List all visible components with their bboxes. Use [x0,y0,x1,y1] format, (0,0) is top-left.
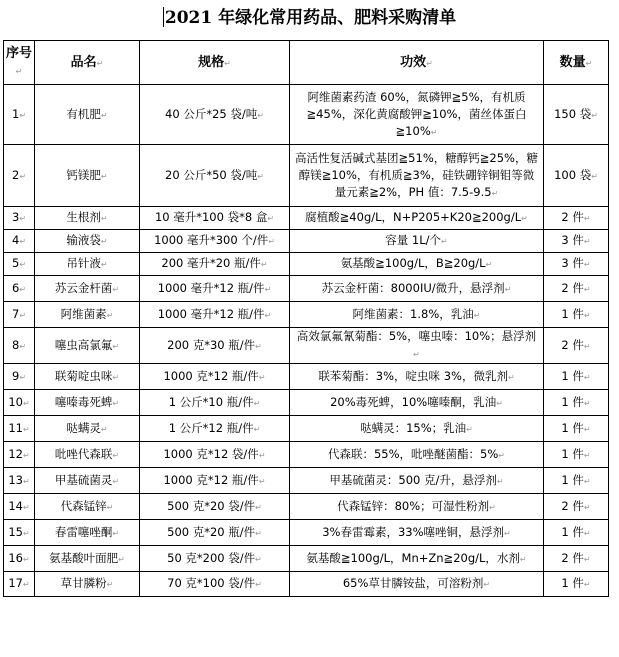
table-row [4,253,609,276]
row-qty: 150 袋↵ [544,85,609,145]
row-name: 吊针液↵ [35,253,140,276]
row-effect: 苏云金杆菌：8000IU/微升，悬浮剂↵ [290,276,544,302]
row-spec: 200 毫升*20 瓶/件↵ [140,253,290,276]
row-no: 3↵ [4,207,35,230]
table-header-row [4,41,609,85]
row-qty: 2 件↵ [544,546,609,572]
purchase-table [3,40,609,597]
row-qty: 1 件↵ [544,302,609,328]
row-spec: 10 毫升*100 袋*8 盒↵ [140,207,290,230]
document-title-text: 2021 年绿化常用药品、肥料采购清单 [164,8,457,28]
row-no: 2↵ [4,145,35,207]
row-spec: 200 克*30 瓶/件↵ [140,328,290,364]
row-spec: 1000 克*12 瓶/件↵ [140,468,290,494]
row-no: 8↵ [4,328,35,364]
row-spec: 70 克*100 袋/件↵ [140,572,290,597]
row-name: 钙镁肥↵ [35,145,140,207]
row-qty: 3 件↵ [544,253,609,276]
row-effect: 代森锰锌：80%；可湿性粉剂↵ [290,494,544,520]
table-row [4,520,609,546]
row-name: 代森锰锌↵ [35,494,140,520]
row-spec: 1000 毫升*12 瓶/件↵ [140,276,290,302]
row-qty: 2 件↵ [544,328,609,364]
row-spec: 500 克*20 瓶/件↵ [140,520,290,546]
row-spec: 1 公斤*10 瓶/件↵ [140,390,290,416]
table-row [4,442,609,468]
row-spec: 50 克*200 袋/件↵ [140,546,290,572]
row-name: 哒螨灵↵ [35,416,140,442]
row-spec: 1000 克*12 瓶/件↵ [140,364,290,390]
row-qty: 1 件↵ [544,364,609,390]
row-spec: 1000 毫升*12 瓶/件↵ [140,302,290,328]
header-name: 品名↵ [35,41,140,85]
header-no: 序号↵ [4,41,35,85]
row-no: 5↵ [4,253,35,276]
row-effect: 高活性复活碱式基团≧51%，糖醇钙≧25%，糖醇镁≧10%，有机质≧3%，硅铁硼锌铜钼等微量元素≧2%，PH 值：7.5-9.5↵ [290,145,544,207]
row-name: 氨基酸叶面肥↵ [35,546,140,572]
row-effect: 氨基酸≧100g/L，B≧20g/L↵ [290,253,544,276]
row-no: 1↵ [4,85,35,145]
row-qty: 100 袋↵ [544,145,609,207]
document-title [0,6,619,30]
table-row [4,276,609,302]
row-name: 有机肥↵ [35,85,140,145]
table-row [4,302,609,328]
row-qty: 1 件↵ [544,520,609,546]
row-name: 吡唑代森联↵ [35,442,140,468]
row-effect: 甲基硫菌灵：500 克/升，悬浮剂↵ [290,468,544,494]
row-name: 甲基硫菌灵↵ [35,468,140,494]
row-effect: 阿维菌素药渣 60%，氮磷钾≧5%，有机质≧45%，深化黄腐酸钾≧10%，菌丝体蛋白≧10%↵ [290,85,544,145]
table-row [4,468,609,494]
header-effect: 功效↵ [290,41,544,85]
row-qty: 1 件↵ [544,572,609,597]
row-no: 9↵ [4,364,35,390]
row-effect: 容量 1L/个↵ [290,230,544,253]
table-row [4,390,609,416]
row-effect: 3%春雷霉素，33%噻唑铜，悬浮剂↵ [290,520,544,546]
row-name: 春雷噻唑酮↵ [35,520,140,546]
row-spec: 1 公斤*12 瓶/件↵ [140,416,290,442]
row-qty: 2 件↵ [544,276,609,302]
row-name: 阿维菌素↵ [35,302,140,328]
row-qty: 1 件↵ [544,468,609,494]
row-effect: 65%草甘膦铵盐，可溶粉剂↵ [290,572,544,597]
table-row [4,494,609,520]
table-row [4,416,609,442]
row-effect: 20%毒死蜱，10%噻嗪酮，乳油↵ [290,390,544,416]
table-row [4,328,609,364]
row-effect: 高效氯氟氰菊酯：5%，噻虫嗪：10%；悬浮剂↵ [290,328,544,364]
row-name: 输液袋↵ [35,230,140,253]
row-qty: 2 件↵ [544,207,609,230]
row-effect: 阿维菌素：1.8%，乳油↵ [290,302,544,328]
row-qty: 1 件↵ [544,442,609,468]
row-no: 17↵ [4,572,35,597]
row-no: 16↵ [4,546,35,572]
row-name: 噻嗪毒死蜱↵ [35,390,140,416]
row-effect: 哒螨灵：15%；乳油↵ [290,416,544,442]
row-qty: 1 件↵ [544,390,609,416]
header-spec: 规格↵ [140,41,290,85]
row-qty: 2 件↵ [544,494,609,520]
row-name: 联菊啶虫咪↵ [35,364,140,390]
row-name: 噻虫高氯氟↵ [35,328,140,364]
row-spec: 1000 克*12 袋/件↵ [140,442,290,468]
row-name: 苏云金杆菌↵ [35,276,140,302]
table-row [4,145,609,207]
row-no: 7↵ [4,302,35,328]
table-row [4,230,609,253]
header-qty: 数量↵ [544,41,609,85]
row-no: 10↵ [4,390,35,416]
row-no: 6↵ [4,276,35,302]
row-effect: 腐植酸≧40g/L，N+P205+K20≧200g/L↵ [290,207,544,230]
table-row [4,85,609,145]
row-no: 11↵ [4,416,35,442]
row-spec: 1000 毫升*300 个/件↵ [140,230,290,253]
row-spec: 500 克*20 袋/件↵ [140,494,290,520]
row-spec: 40 公斤*25 袋/吨↵ [140,85,290,145]
row-effect: 氨基酸≧100g/L，Mn+Zn≧20g/L，水剂↵ [290,546,544,572]
row-qty: 3 件↵ [544,230,609,253]
row-spec: 20 公斤*50 袋/吨↵ [140,145,290,207]
row-no: 4↵ [4,230,35,253]
row-no: 13↵ [4,468,35,494]
row-effect: 联苯菊酯：3%，啶虫咪 3%，微乳剂↵ [290,364,544,390]
table-row [4,546,609,572]
row-no: 14↵ [4,494,35,520]
table-row [4,207,609,230]
table-row [4,364,609,390]
row-name: 生根剂↵ [35,207,140,230]
text-cursor [163,7,164,27]
row-no: 12↵ [4,442,35,468]
row-no: 15↵ [4,520,35,546]
row-name: 草甘膦粉↵ [35,572,140,597]
row-qty: 1 件↵ [544,416,609,442]
table-row [4,572,609,597]
row-effect: 代森联：55%，吡唑醚菌酯：5%↵ [290,442,544,468]
